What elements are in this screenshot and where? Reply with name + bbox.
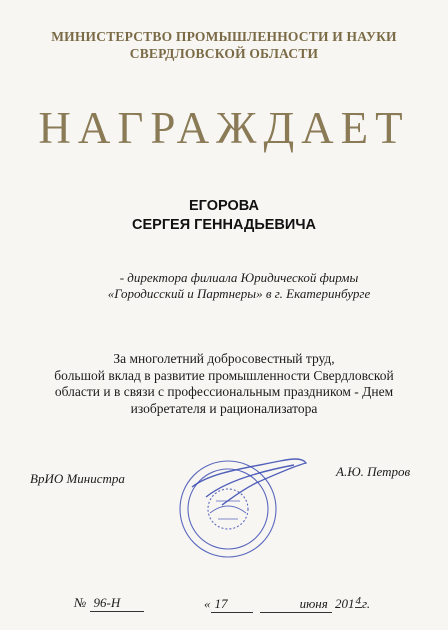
document-number <box>74 595 144 612</box>
recipient-position <box>0 270 448 302</box>
position-line-1: - директора филиала Юридической фирмы <box>119 270 359 285</box>
reason-line-3: области и в связи с профессиональным праздником - Днем <box>54 384 394 399</box>
award-title: НАГРАЖДАЕТ <box>38 103 410 153</box>
award-reason <box>10 351 438 417</box>
ministry-header <box>0 28 448 62</box>
official-stamp <box>170 443 310 563</box>
day-prefix: « <box>204 596 211 611</box>
reason-line-4: изобретателя и рационализатора <box>130 400 318 416</box>
signatory-name: А.Ю. Петров <box>336 464 411 479</box>
date-year-digit: 4 <box>355 595 361 607</box>
recipient-given-names: СЕРГЕЯ ГЕННАДЬЕВИЧА <box>132 217 316 233</box>
number-value: 96-Н <box>90 595 144 612</box>
date-day: 17 <box>211 596 253 613</box>
date-year-prefix: 201 <box>335 596 355 611</box>
position-line-2: «Городисский и Партнеры» в г. Екатеринбурге <box>107 286 371 301</box>
reason-line-2: большой вклад в развитие промышленности Свердловской <box>54 367 394 383</box>
ministry-line-1: МИНИСТЕРСТВО ПРОМЫШЛЕННОСТИ И НАУКИ <box>51 29 397 44</box>
ministry-line-2: СВЕРДЛОВСКОЙ ОБЛАСТИ <box>129 46 319 61</box>
signatory-title: ВрИО Министра <box>30 471 125 486</box>
date-year-suffix: г. <box>362 596 371 611</box>
reason-line-1: За многолетний добросовестный труд, <box>113 351 335 366</box>
number-prefix: № <box>74 595 87 610</box>
document-date <box>204 595 370 613</box>
date-month: июня <box>260 596 332 613</box>
recipient-surname: ЕГОРОВА <box>189 198 259 214</box>
recipient-name <box>0 197 448 235</box>
